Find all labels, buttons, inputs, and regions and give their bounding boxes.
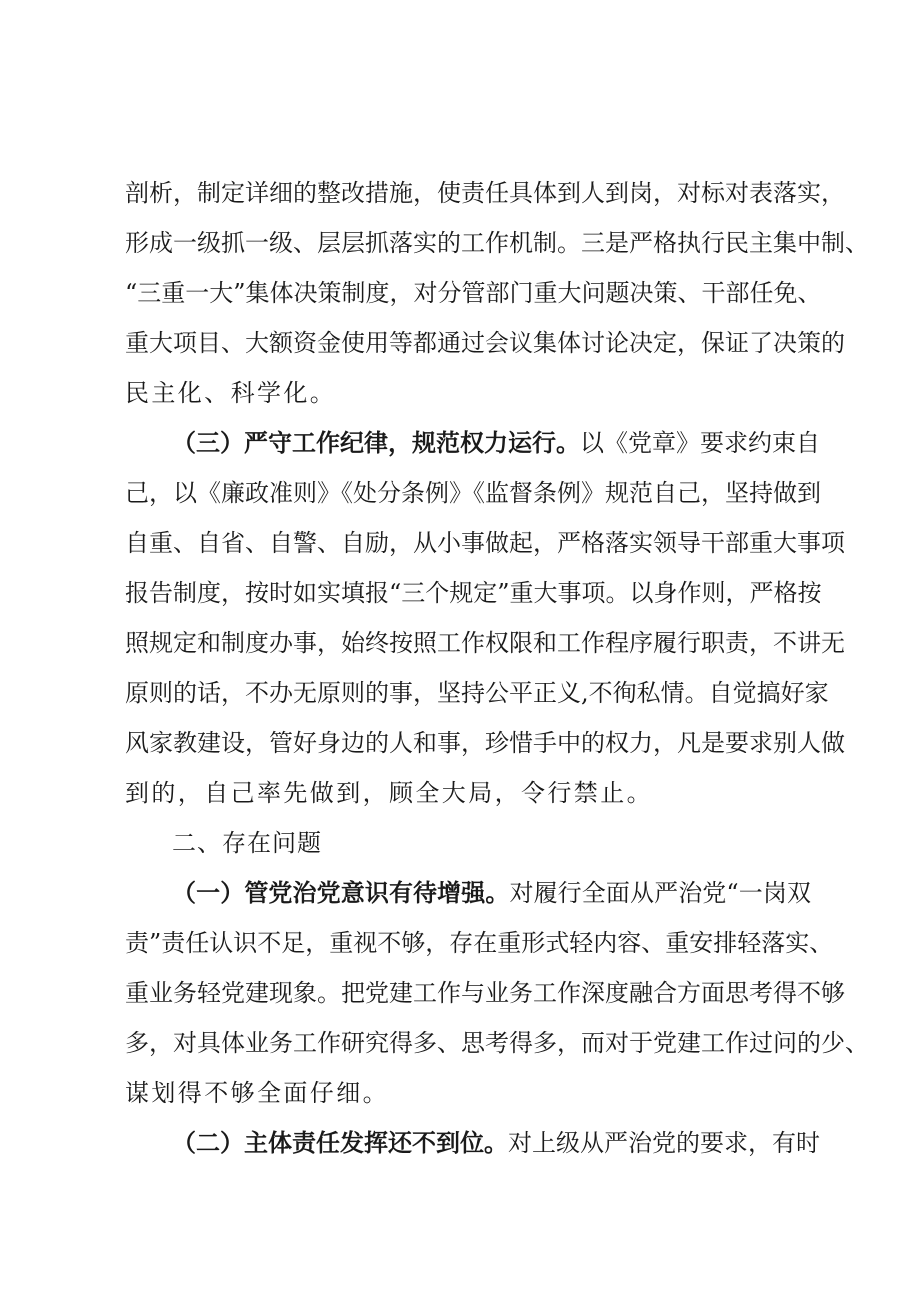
paragraph-lead-rest: 以《党章》要求约束自 <box>580 429 820 457</box>
paragraph-bold-lead: （三）严守工作纪律，规范权力运行。 <box>172 428 580 457</box>
paragraph-line: 己，以《廉政准则》《处分条例》《监督条例》规范自己，坚持做到 <box>125 479 821 507</box>
paragraph-first-line <box>172 876 811 910</box>
paragraph-line: 到的，自己率先做到，顾全大局，令行禁止。 <box>125 779 653 807</box>
paragraph-line: 照规定和制度办事，始终按照工作权限和工作程序履行职责，不讲无 <box>125 629 845 657</box>
paragraph-line: 多，对具体业务工作研究得多、思考得多，而对于党建工作过问的少、 <box>125 1029 869 1057</box>
paragraph-bold-lead: （一）管党治党意识有待增强。 <box>172 878 510 907</box>
paragraph-line: 自重、自省、自警、自励，从小事做起，严格落实领导干部重大事项 <box>125 529 845 557</box>
paragraph-bold-lead: （二）主体责任发挥还不到位。 <box>172 1128 508 1157</box>
paragraph-first-line <box>172 1126 820 1160</box>
paragraph-line: 剖析，制定详细的整改措施，使责任具体到人到岗，对标对表落实， <box>125 179 845 207</box>
section-heading: 二、存在问题 <box>172 829 322 857</box>
paragraph-line: 责”责任认识不足，重视不够，存在重形式轻内容、重安排轻落实、 <box>125 929 834 957</box>
paragraph-lead-rest: 对上级从严治党的要求，有时 <box>508 1129 820 1157</box>
paragraph-line: 谋划得不够全面仔细。 <box>125 1079 389 1107</box>
paragraph-first-line <box>172 426 820 460</box>
paragraph-lead-rest: 对履行全面从严治党“一岗双 <box>509 879 811 907</box>
paragraph-line: 重业务轻党建现象。把党建工作与业务工作深度融合方面思考得不够 <box>125 979 845 1007</box>
paragraph-line: “三重一大”集体决策制度，对分管部门重大问题决策、干部任免、 <box>125 279 822 307</box>
paragraph-line: 风家教建设，管好身边的人和事，珍惜手中的权力，凡是要求别人做 <box>125 729 845 757</box>
paragraph-line: 民主化、科学化。 <box>125 379 337 407</box>
paragraph-line: 原则的话，不办无原则的事，坚持公平正义,不徇私情。自觉搞好家 <box>125 679 829 707</box>
paragraph-line: 形成一级抓一级、层层抓落实的工作机制。三是严格执行民主集中制、 <box>125 229 869 257</box>
paragraph-line: 重大项目、大额资金使用等都通过会议集体讨论决定，保证了决策的 <box>125 329 845 357</box>
paragraph-line: 报告制度，按时如实填报“三个规定”重大事项。以身作则，严格按 <box>125 579 822 607</box>
